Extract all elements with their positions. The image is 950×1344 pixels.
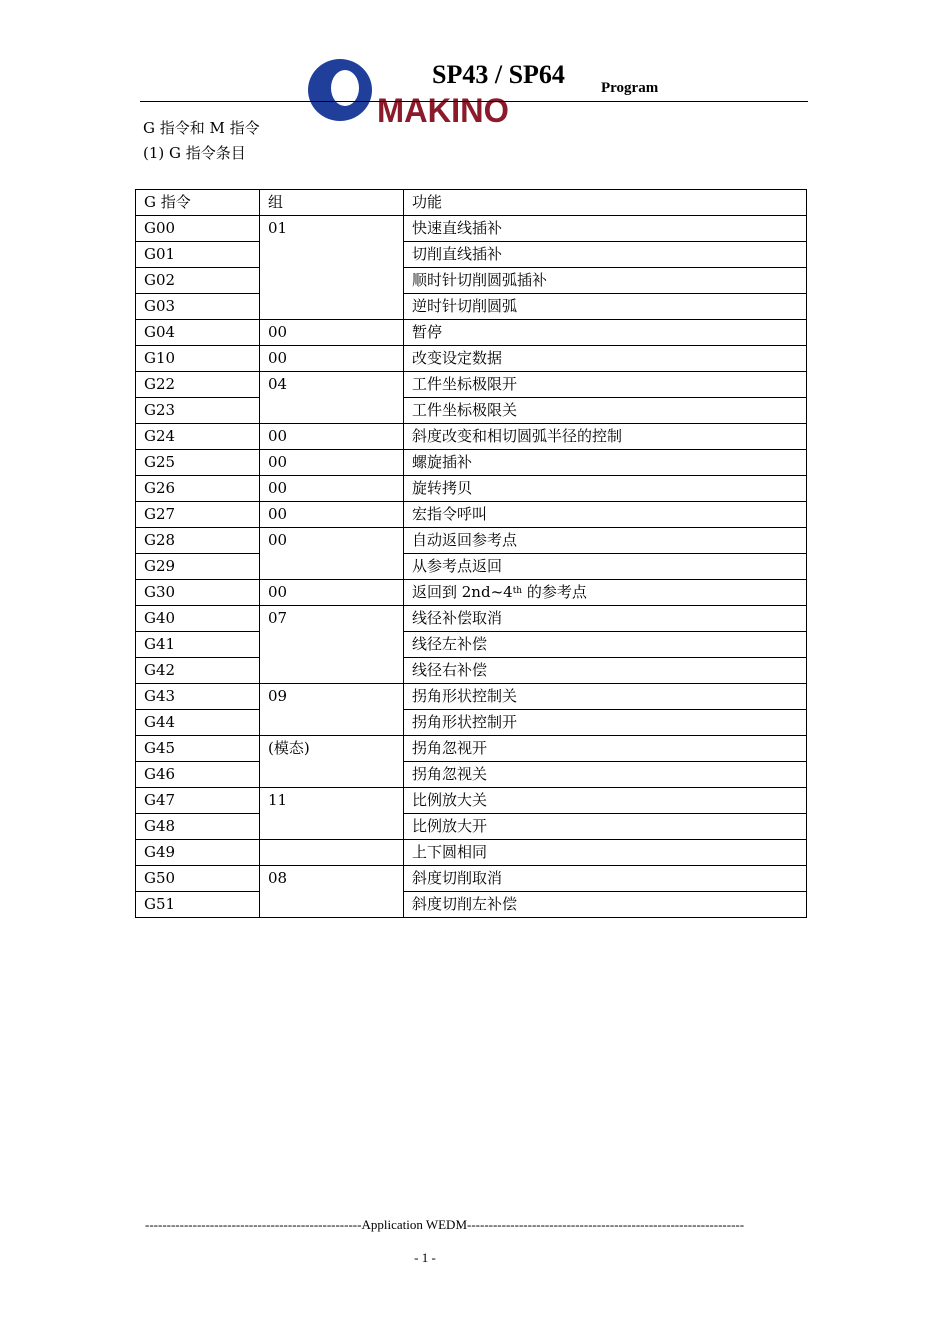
cell-function: 切削直线插补 <box>404 242 807 268</box>
cell-function: 斜度切削左补偿 <box>404 892 807 918</box>
cell-code: G10 <box>136 346 260 372</box>
cell-code: G50 <box>136 866 260 892</box>
header-cell-code: G 指令 <box>136 190 260 216</box>
cell-code: G26 <box>136 476 260 502</box>
cell-code: G04 <box>136 320 260 346</box>
cell-function: 顺时针切削圆弧插补 <box>404 268 807 294</box>
table-row <box>136 788 807 814</box>
table-row <box>136 216 807 242</box>
cell-function: 旋转拷贝 <box>404 476 807 502</box>
cell-code: G24 <box>136 424 260 450</box>
table-row <box>136 814 807 840</box>
cell-function: 拐角形状控制关 <box>404 684 807 710</box>
table-row <box>136 554 807 580</box>
cell-group: 00 <box>260 424 404 450</box>
table-row <box>136 866 807 892</box>
cell-function: 从参考点返回 <box>404 554 807 580</box>
table-row <box>136 320 807 346</box>
table-row <box>136 346 807 372</box>
cell-function: 螺旋插补 <box>404 450 807 476</box>
cell-code: G48 <box>136 814 260 840</box>
subheading-g-command-list: (1) G 指令条目 <box>143 144 246 162</box>
cell-function: 线径右补偿 <box>404 658 807 684</box>
cell-group: 07 <box>260 606 404 684</box>
cell-function: 上下圆相同 <box>404 840 807 866</box>
cell-code: G40 <box>136 606 260 632</box>
cell-function: 线径左补偿 <box>404 632 807 658</box>
cell-code: G45 <box>136 736 260 762</box>
header-rule <box>140 101 808 102</box>
cell-code: G30 <box>136 580 260 606</box>
footer-application: --------------------------------------------------Application WEDM---------------------------------------------------------------- <box>145 1217 745 1232</box>
cell-code: G29 <box>136 554 260 580</box>
table-row <box>136 372 807 398</box>
cell-code: G03 <box>136 294 260 320</box>
cell-group: 04 <box>260 372 404 424</box>
cell-code: G44 <box>136 710 260 736</box>
model-title: SP43 / SP64 <box>432 60 565 89</box>
cell-group: 00 <box>260 346 404 372</box>
cell-code: G00 <box>136 216 260 242</box>
cell-group: 00 <box>260 320 404 346</box>
table-row <box>136 762 807 788</box>
cell-function: 自动返回参考点 <box>404 528 807 554</box>
table-row <box>136 840 807 866</box>
cell-group: 08 <box>260 866 404 918</box>
cell-code: G28 <box>136 528 260 554</box>
cell-function: 比例放大关 <box>404 788 807 814</box>
cell-code: G43 <box>136 684 260 710</box>
cell-code: G49 <box>136 840 260 866</box>
table-header-row <box>136 190 807 216</box>
heading-g-m-commands: G 指令和 M 指令 <box>143 119 260 137</box>
cell-function: 逆时针切削圆弧 <box>404 294 807 320</box>
table-row <box>136 658 807 684</box>
cell-code: G51 <box>136 892 260 918</box>
cell-function: 快速直线插补 <box>404 216 807 242</box>
cell-code: G23 <box>136 398 260 424</box>
cell-code: G46 <box>136 762 260 788</box>
cell-function: 拐角形状控制开 <box>404 710 807 736</box>
cell-group: 00 <box>260 476 404 502</box>
table-row <box>136 736 807 762</box>
cell-group: 01 <box>260 216 404 320</box>
cell-group <box>260 840 404 866</box>
cell-function: 返回到 2nd~4th 的参考点 <box>404 580 807 606</box>
cell-function: 暂停 <box>404 320 807 346</box>
header-cell-function: 功能 <box>404 190 807 216</box>
table-row <box>136 476 807 502</box>
cell-function: 比例放大开 <box>404 814 807 840</box>
cell-group: (模态) <box>260 736 404 788</box>
table-row <box>136 632 807 658</box>
g-command-table <box>135 189 807 918</box>
cell-function: 工件坐标极限关 <box>404 398 807 424</box>
table-row <box>136 710 807 736</box>
table-row <box>136 502 807 528</box>
cell-code: G02 <box>136 268 260 294</box>
cell-group: 09 <box>260 684 404 736</box>
table-row <box>136 294 807 320</box>
cell-code: G25 <box>136 450 260 476</box>
cell-function: 斜度改变和相切圆弧半径的控制 <box>404 424 807 450</box>
cell-function: 工件坐标极限开 <box>404 372 807 398</box>
cell-code: G22 <box>136 372 260 398</box>
table-row <box>136 398 807 424</box>
cell-code: G42 <box>136 658 260 684</box>
cell-function: 拐角忽视开 <box>404 736 807 762</box>
table-row <box>136 892 807 918</box>
cell-group: 00 <box>260 450 404 476</box>
logo-text: MAKINO <box>377 92 509 128</box>
page-number: - 1 - <box>414 1250 436 1265</box>
table-row <box>136 242 807 268</box>
cell-group: 00 <box>260 528 404 580</box>
cell-code: G01 <box>136 242 260 268</box>
cell-group: 00 <box>260 580 404 606</box>
cell-code: G41 <box>136 632 260 658</box>
cell-function: 改变设定数据 <box>404 346 807 372</box>
table-row <box>136 424 807 450</box>
header-cell-group: 组 <box>260 190 404 216</box>
table-row <box>136 606 807 632</box>
cell-code: G27 <box>136 502 260 528</box>
table-row <box>136 268 807 294</box>
section-label: Program <box>601 80 659 96</box>
cell-function: 斜度切削取消 <box>404 866 807 892</box>
cell-group: 00 <box>260 502 404 528</box>
cell-function: 线径补偿取消 <box>404 606 807 632</box>
cell-code: G47 <box>136 788 260 814</box>
table-row <box>136 528 807 554</box>
cell-group: 11 <box>260 788 404 840</box>
table-row <box>136 450 807 476</box>
cell-function: 拐角忽视关 <box>404 762 807 788</box>
table-row <box>136 684 807 710</box>
table-row <box>136 580 807 606</box>
cell-function: 宏指令呼叫 <box>404 502 807 528</box>
